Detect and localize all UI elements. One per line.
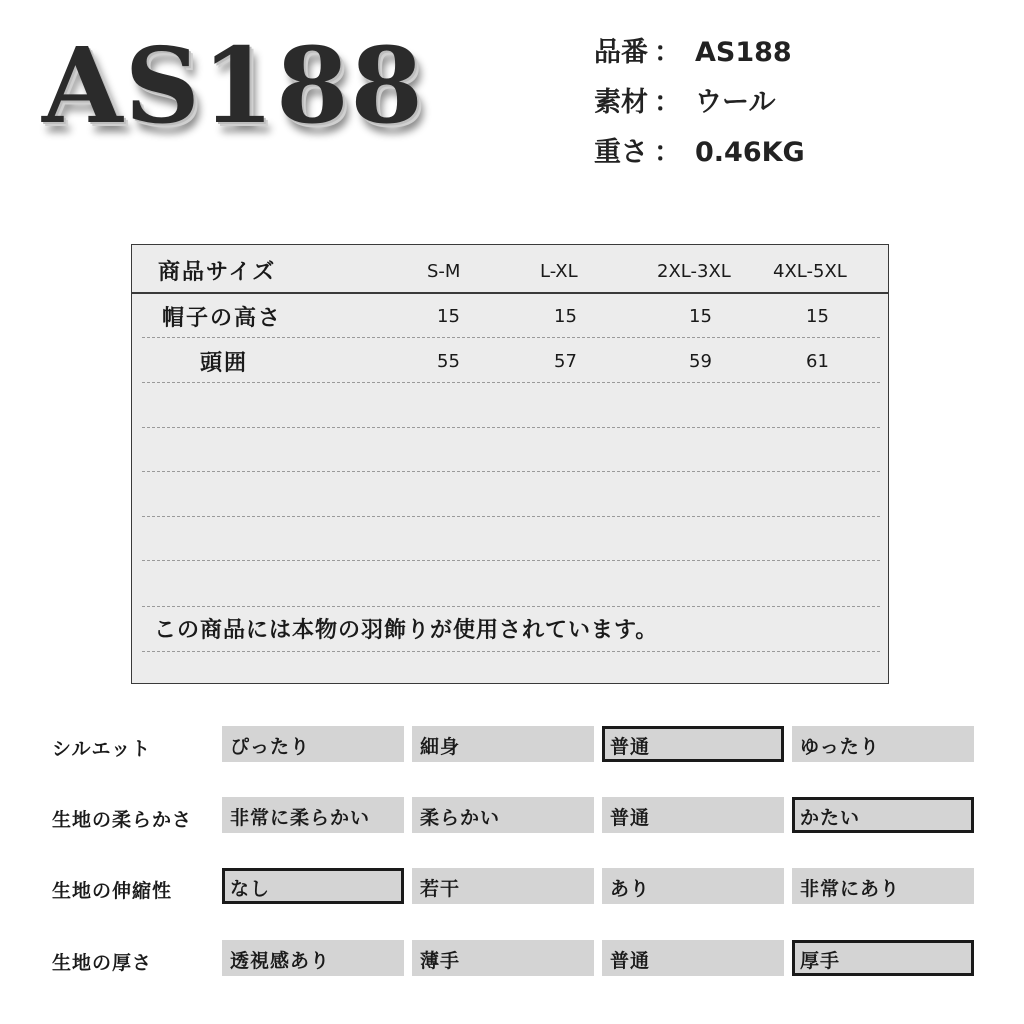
spec-value: AS188: [695, 37, 792, 68]
row-label-hat-height: 帽子の高さ: [162, 306, 283, 331]
spec-value: 0.46KG: [695, 137, 805, 168]
spec-colon: ：: [654, 137, 681, 168]
spec-colon: ：: [654, 87, 681, 118]
spec-colon: ：: [654, 37, 681, 68]
attr-option: 薄手: [412, 940, 594, 976]
attr-option: ぴったり: [222, 726, 404, 762]
row-divider: [142, 651, 880, 652]
attr-option-selected: なし: [222, 868, 404, 904]
table-cell: 57: [554, 351, 577, 372]
attr-option: 普通: [602, 797, 784, 833]
size-column-sm: S-M: [427, 261, 461, 282]
attr-option: 若干: [412, 868, 594, 904]
table-cell: 15: [806, 306, 829, 327]
attr-row-softness: [0, 797, 1024, 837]
row-divider: [142, 606, 880, 607]
size-table: [131, 244, 889, 684]
row-divider: [142, 382, 880, 383]
spec-row-product-number: [594, 28, 805, 78]
spec-label: 素材: [594, 87, 648, 118]
attr-row-stretch: [0, 868, 1024, 908]
attr-row-thickness: [0, 940, 1024, 980]
table-cell: 61: [806, 351, 829, 372]
row-divider: [142, 560, 880, 561]
attr-option: 柔らかい: [412, 797, 594, 833]
table-cell: 15: [689, 306, 712, 327]
row-divider: [142, 337, 880, 338]
spec-row-material: [594, 78, 805, 128]
spec-row-weight: [594, 128, 805, 178]
attr-option-selected: 普通: [602, 726, 784, 762]
table-cell: 15: [437, 306, 460, 327]
size-column-lxl: L-XL: [540, 261, 578, 282]
attr-option: 非常に柔らかい: [222, 797, 404, 833]
row-divider: [142, 516, 880, 517]
size-column-2xl3xl: 2XL-3XL: [657, 261, 731, 282]
row-label-head-circumference: 頭囲: [200, 351, 249, 376]
product-spec: [594, 28, 805, 178]
row-divider: [142, 427, 880, 428]
attr-option: 普通: [602, 940, 784, 976]
attr-label: 生地の柔らかさ: [52, 809, 193, 831]
logo-text: AS188: [42, 24, 425, 147]
feather-note: この商品には本物の羽飾りが使用されています。: [154, 618, 659, 643]
attr-label: 生地の伸縮性: [52, 880, 173, 902]
attr-label: シルエット: [52, 738, 152, 760]
table-cell: 55: [437, 351, 460, 372]
brand-logo: [30, 20, 450, 170]
attr-option: あり: [602, 868, 784, 904]
attr-option: ゆったり: [792, 726, 974, 762]
attr-label: 生地の厚さ: [52, 952, 153, 974]
attr-option-selected: 厚手: [792, 940, 974, 976]
size-table-header: [132, 245, 888, 294]
table-cell: 59: [689, 351, 712, 372]
spec-label: 品番: [594, 37, 648, 68]
attr-option: 透視感あり: [222, 940, 404, 976]
spec-value: ウール: [695, 87, 776, 118]
attr-row-silhouette: [0, 726, 1024, 766]
attr-option: 非常にあり: [792, 868, 974, 904]
attr-option: 細身: [412, 726, 594, 762]
spec-label: 重さ: [594, 137, 648, 168]
attr-option-selected: かたい: [792, 797, 974, 833]
row-divider: [142, 471, 880, 472]
table-cell: 15: [554, 306, 577, 327]
size-header-label: 商品サイズ: [158, 260, 277, 285]
size-column-4xl5xl: 4XL-5XL: [773, 261, 847, 282]
